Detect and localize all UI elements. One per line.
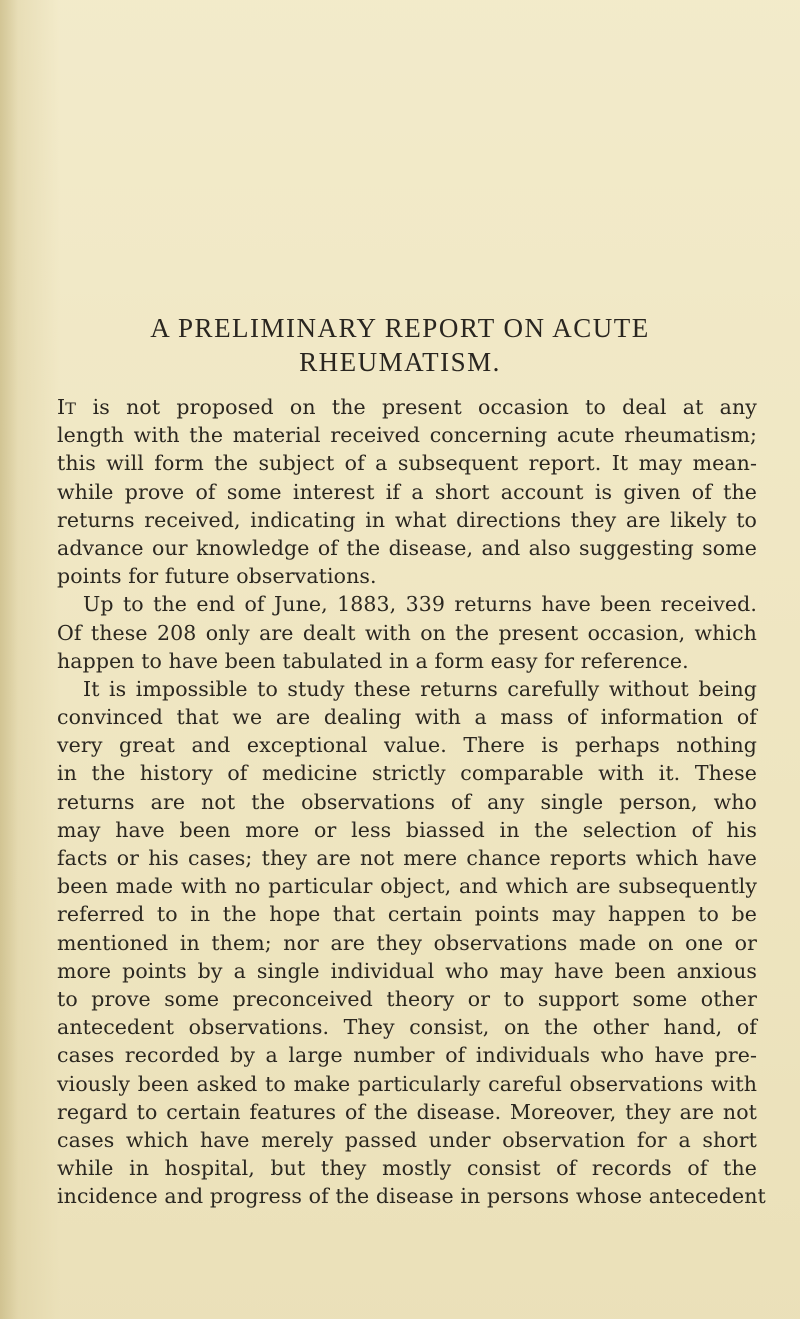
- text-line: IT is not proposed on the present occasion to deal at any: [57, 395, 757, 419]
- text-line: Of these 208 only are dealt with on the present occasion, which: [57, 620, 757, 645]
- text-line: happen to have been tabulated in a form easy for reference.: [57, 648, 689, 673]
- page-edge-shadow: [0, 0, 18, 1319]
- text-line: to prove some preconceived theory or to support some other: [57, 986, 757, 1011]
- text-line: returns received, indicating in what directions they are likely to: [57, 507, 757, 532]
- text-line: Up to the end of June, 1883, 339 returns have been received.: [83, 592, 757, 617]
- report-body: [57, 393, 766, 1210]
- text-line: It is impossible to study these returns carefully without being: [83, 676, 757, 701]
- text-line: facts or his cases; they are not mere chance reports which have: [57, 846, 757, 870]
- text-line: cases recorded by a large number of individuals who have pre-: [57, 1043, 757, 1068]
- text-line: convinced that we are dealing with a mass of information of: [57, 705, 757, 730]
- report-title-line-2: RHEUMATISM.: [299, 347, 501, 377]
- report-title-line-1: A PRELIMINARY REPORT ON ACUTE: [150, 313, 650, 343]
- text-line: while prove of some interest if a short account is given of the: [57, 479, 757, 504]
- text-line: more points by a single individual who may have been anxious: [57, 958, 757, 983]
- text-line: points for future observations.: [57, 564, 377, 589]
- text-line: antecedent observations. They consist, on the other hand, of: [57, 1015, 757, 1040]
- text-line: cases which have merely passed under observation for a short: [57, 1127, 757, 1152]
- text-line: very great and exceptional value. There is perhaps nothing: [57, 733, 757, 758]
- text-line: mentioned in them; nor are they observations made on one or: [57, 930, 757, 955]
- text-line: while in hospital, but they mostly consist of records of the: [57, 1156, 757, 1181]
- text-line: length with the material received concerning acute rheumatism;: [57, 423, 757, 448]
- text-line: regard to certain features of the disease. Moreover, they are not: [57, 1099, 757, 1124]
- text-line: returns are not the observations of any single person, who: [57, 789, 757, 814]
- text-line: referred to in the hope that certain points may happen to be: [57, 902, 757, 927]
- text-line: may have been more or less biassed in the selection of his: [57, 817, 757, 842]
- text-line: viously been asked to make particularly careful observations with: [57, 1071, 757, 1096]
- text-line: this will form the subject of a subsequent report. It may mean-: [57, 451, 757, 476]
- text-line: been made with no particular object, and which are subsequently: [57, 874, 757, 899]
- text-line: in the history of medicine strictly comparable with it. These: [57, 761, 757, 786]
- text-line: advance our knowledge of the disease, and also suggesting some: [57, 535, 757, 560]
- text-line: incidence and progress of the disease in persons whose antecedent: [57, 1184, 766, 1209]
